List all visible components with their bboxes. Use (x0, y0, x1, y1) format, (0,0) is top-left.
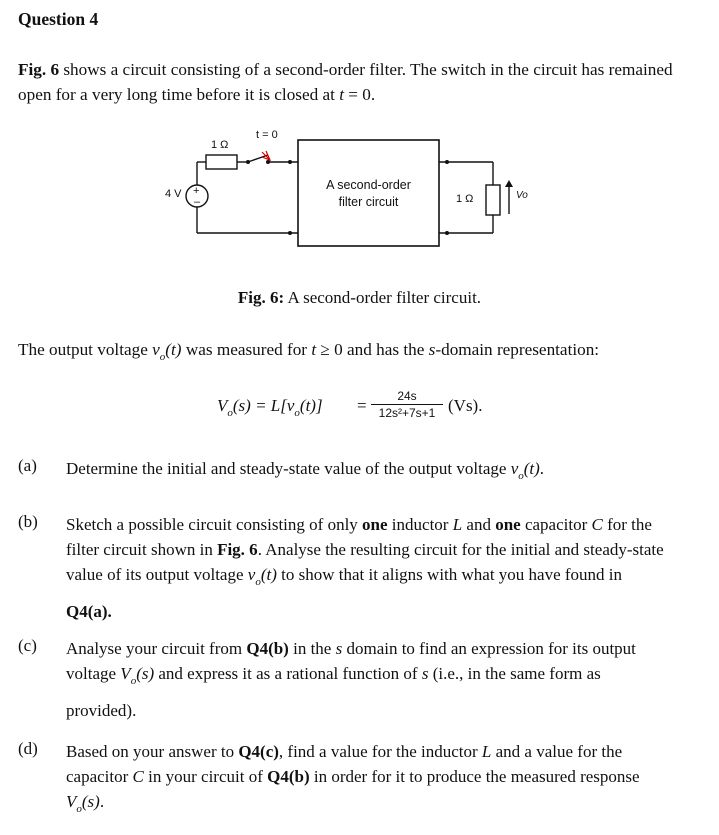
load-label: 1 Ω (456, 193, 474, 205)
svg-text:+: + (193, 185, 200, 197)
measurement-sentence: The output voltage $v_o(t)$ was measured for t ≥ 0 and has the s-domain representation: (18, 340, 600, 363)
load-resistor (486, 185, 500, 215)
question-heading: Question 4 (18, 9, 99, 29)
switch-arrow-icon (262, 151, 270, 160)
fraction-numerator: 24s (371, 389, 443, 405)
part-c-text: Analyse your circuit from Q4(b) in the s domain to find an expression for its output voltage $V_o(s)$ and express it as a rational function of s (i.e., in the same form as provided). (66, 639, 636, 720)
intro-line-1: Fig. 6 shows a circuit consisting of a second-order filter. The switch in the circuit has remained (18, 60, 673, 79)
fig-ref: Fig. 6 (18, 60, 60, 79)
part-d-text: Based on your answer to Q4(c), find a value for the inductor L and a value for the capacitor C in your circuit of Q4(b) in order for it to produce the measured response $V_o(s)$. (66, 742, 640, 815)
switch-label: t = 0 (256, 129, 278, 141)
part-b-label: (b) (18, 512, 38, 531)
output-arrow-icon (505, 180, 513, 187)
part-a-label: (a) (18, 456, 37, 475)
figure-caption: Fig. 6: A second-order filter circuit. (237, 288, 482, 307)
part-b-text: Sketch a possible circuit consisting of only one inductor L and one capacitor C for the filter circuit shown in Fig. 6. Analyse the resulting circuit for the initial and steady-state value of its output voltage $v_o(t)$ to show that it aligns with what you have found in Q4(a). (66, 515, 664, 621)
output-label: Vo (516, 190, 528, 201)
part-d-label: (d) (18, 739, 38, 758)
equation-fraction (371, 389, 443, 420)
fraction-denominator: 12s²+7s+1 (378, 406, 436, 420)
filter-label: A second-order filter circuit (326, 178, 411, 209)
equals-sign: = (357, 396, 367, 415)
part-c-label: (c) (18, 636, 37, 655)
source-label: 4 V (165, 188, 182, 200)
resistor-label: 1 Ω (211, 139, 229, 151)
equation-lhs: $V_o(s) = L[v_o(t)]$ (217, 396, 323, 419)
equation-unit: (Vs). (448, 396, 483, 415)
svg-text:–: – (194, 196, 201, 208)
part-a-text: Determine the initial and steady-state value of the output voltage $v_o(t)$. (66, 459, 545, 482)
intro-line-2: open for a very long time before it is closed at t = 0. (18, 85, 376, 104)
series-resistor (206, 155, 237, 169)
